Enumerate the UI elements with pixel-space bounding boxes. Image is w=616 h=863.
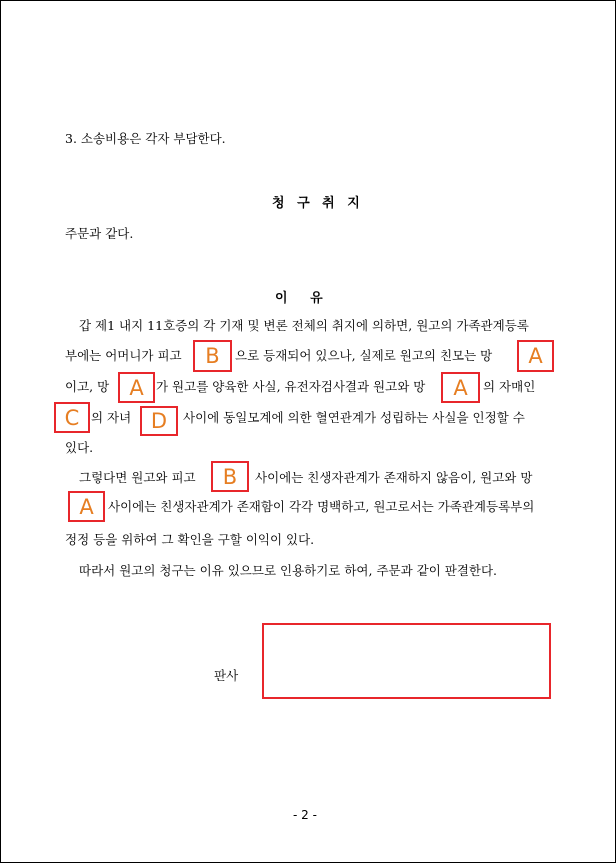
order-item-3: 3. 소송비용은 각자 부담한다. xyxy=(65,131,226,146)
claim-heading: 청 구 취 지 xyxy=(272,196,364,211)
reason-line-3c: 의 자매인 xyxy=(483,379,536,394)
reason-line-9: 따라서 원고의 청구는 이유 있으므로 인용하기로 하여, 주문과 같이 판결한다. xyxy=(79,563,498,578)
page-number: - 2 - xyxy=(293,808,317,822)
redaction-box-d: D xyxy=(140,406,178,436)
reason-heading xyxy=(275,287,323,306)
redaction-box-a: A xyxy=(68,491,105,522)
reason-line-3a: 이고, 망 xyxy=(65,379,110,394)
reason-line-3b: 가 원고를 양육한 사실, 유전자검사결과 원고와 망 xyxy=(156,379,426,394)
reason-line-6b: 사이에는 친생자관계가 존재하지 않음이, 원고와 망 xyxy=(255,470,533,485)
reason-line-6a: 그렇다면 원고와 피고 xyxy=(79,470,196,485)
reason-line-2a: 부에는 어머니가 피고 xyxy=(65,348,182,363)
redaction-box-a: A xyxy=(118,372,155,403)
redaction-box-a: A xyxy=(441,372,480,403)
judge-name-redaction xyxy=(262,623,551,699)
reason-line-4b: 사이에 동일모계에 의한 혈연관계가 성립하는 사실을 인정할 수 xyxy=(183,410,525,425)
reason-line-5: 있다. xyxy=(65,440,94,455)
reason-line-4a: 의 자녀 xyxy=(91,410,132,425)
reason-heading-text: 이 유 xyxy=(275,291,323,306)
reason-line-8: 정정 등을 위하여 그 확인을 구할 이익이 있다. xyxy=(65,532,315,547)
claim-text: 주문과 같다. xyxy=(65,226,134,241)
reason-line-7: 사이에는 친생자관계가 존재함이 각각 명백하고, 원고로서는 가족관계등록부의 xyxy=(108,499,535,514)
reason-line-2b: 으로 등재되어 있으나, 실제로 원고의 친모는 망 xyxy=(235,348,493,363)
redaction-box-a: A xyxy=(517,340,554,372)
reason-line-1: 갑 제1 내지 11호증의 각 기재 및 변론 전체의 취지에 의하면, 원고의 가족관계등록 xyxy=(79,318,529,333)
redaction-box-b: B xyxy=(211,461,249,492)
judge-label: 판사 xyxy=(214,668,239,683)
redaction-box-b: B xyxy=(193,340,232,372)
redaction-box-c: C xyxy=(54,402,90,433)
